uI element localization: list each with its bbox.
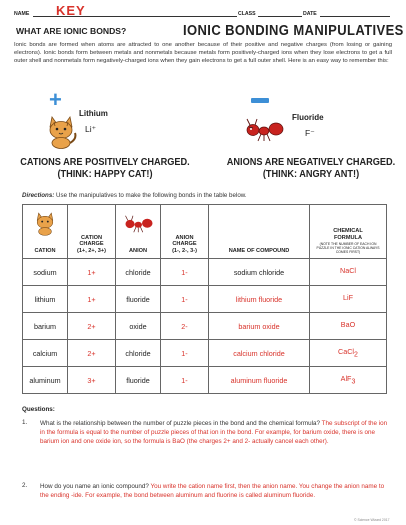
header-anion-charge-l3: (1-, 2-, 3-) xyxy=(172,247,197,254)
cell-compound: aluminum fluoride xyxy=(209,367,310,394)
cell-compound: sodium chloride xyxy=(209,259,310,286)
cation-symbol: Li⁺ xyxy=(85,124,97,134)
questions-label: Questions: xyxy=(22,406,55,413)
question-1-text: What is the relationship between the number of puzzle pieces in the bond and the chemical formula? xyxy=(40,420,321,427)
header-compound xyxy=(209,205,310,259)
subtitle: WHAT ARE IONIC BONDS? xyxy=(16,26,127,36)
anion-caption-line2: (THINK: ANGRY ANT!) xyxy=(262,168,360,180)
directions-label: Directions: xyxy=(22,192,55,199)
header-anion-charge-l2: CHARGE xyxy=(172,241,197,247)
formula-main: NaCl xyxy=(340,266,356,276)
table-row xyxy=(23,259,387,286)
header-cation-label: CATION xyxy=(34,247,56,254)
cell-anion: chloride xyxy=(116,259,161,286)
header-formula-l1: CHEMICAL xyxy=(333,228,363,234)
header-cation-charge-l2: CHARGE xyxy=(79,241,104,247)
header-cation-charge-l3: (1+, 2+, 3+) xyxy=(76,247,107,254)
formula-subscript: 2 xyxy=(354,351,358,359)
cell-formula xyxy=(310,259,387,286)
cell-compound: calcium chloride xyxy=(209,340,310,367)
ant-icon xyxy=(124,215,154,233)
cell-cation: calcium xyxy=(23,340,68,367)
cell-formula xyxy=(310,286,387,313)
class-line xyxy=(258,16,302,17)
table-row xyxy=(23,286,387,313)
cell-cation-charge: 2+ xyxy=(68,340,116,367)
directions-text: Use the manipulatives to make the following bonds in the table below. xyxy=(54,192,247,199)
cell-cation: barium xyxy=(23,313,68,340)
question-1-number: 1. xyxy=(22,419,28,426)
intro-paragraph: Ionic bonds are formed when atoms are attracted to one another because of their positive and negative charges (from losing or gaining electrons). Ionic bonds form between metals and nonmetals because metals form positively-charged ions when they lose electrons to get a full outer shell and nonmetals form negatively-charged ions when they gain electrons to get a full outer shell. Here is an easy way to remember this: xyxy=(14,42,392,65)
header-formula-l2: FORMULA xyxy=(334,234,362,241)
header-cation-charge xyxy=(68,205,116,259)
header-anion-charge-l1: ANION xyxy=(175,234,194,241)
header-anion xyxy=(116,205,161,259)
header-anion-label: ANION xyxy=(128,247,148,254)
header-formula xyxy=(310,205,387,259)
question-2-number: 2. xyxy=(22,482,28,489)
question-2-text: How do you name an ionic compound? xyxy=(40,483,149,490)
cell-cation-charge: 2+ xyxy=(68,313,116,340)
table-row xyxy=(23,367,387,394)
cell-formula xyxy=(310,313,387,340)
cell-anion-charge: 1- xyxy=(161,367,209,394)
ant-icon xyxy=(245,118,285,142)
anion-caption xyxy=(216,156,406,180)
cell-anion-charge: 1- xyxy=(161,286,209,313)
cation-caption xyxy=(10,156,200,180)
header-compound-label: NAME OF COMPOUND xyxy=(228,247,290,254)
formula-main: AlF xyxy=(340,374,352,384)
header-cation xyxy=(23,205,68,259)
formula-subscript: 3 xyxy=(351,378,356,386)
question-2 xyxy=(40,482,390,500)
cell-anion-charge: 2- xyxy=(161,313,209,340)
cell-anion-charge: 1- xyxy=(161,340,209,367)
cell-cation-charge: 3+ xyxy=(68,367,116,394)
header-formula-note: (NOTE THE NUMBER OF EACH ION PUZZLE IN THE IONIC CATION ALWAYS COMES FIRST) xyxy=(316,242,380,254)
plus-icon: + xyxy=(49,87,62,112)
copyright: © Science Wizard 2017 xyxy=(354,518,390,522)
cell-formula xyxy=(310,367,387,394)
cell-cation-charge: 1+ xyxy=(68,259,116,286)
header-anion-charge xyxy=(161,205,209,259)
cell-cation-charge: 1+ xyxy=(68,286,116,313)
cell-cation: sodium xyxy=(23,259,68,286)
formula-main: CaCl xyxy=(338,347,355,357)
header-cation-charge-l1: CATION xyxy=(80,234,103,241)
date-label: DATE xyxy=(303,11,317,17)
cell-anion: chloride xyxy=(116,340,161,367)
cell-anion: oxide xyxy=(116,313,161,340)
name-value: KEY xyxy=(56,3,86,18)
cell-compound: barium oxide xyxy=(209,313,310,340)
directions xyxy=(22,192,247,199)
cell-cation: aluminum xyxy=(23,367,68,394)
minus-icon xyxy=(251,98,269,103)
anion-caption-line1: ANIONS ARE NEGATIVELY CHARGED. xyxy=(226,156,396,167)
formula-main: LiF xyxy=(343,293,353,303)
cell-anion: fluoride xyxy=(116,286,161,313)
question-1 xyxy=(40,419,390,446)
cat-icon xyxy=(33,209,57,237)
cell-anion: fluoride xyxy=(116,367,161,394)
cell-formula xyxy=(310,340,387,367)
cell-cation: lithium xyxy=(23,286,68,313)
cation-caption-line1: CATIONS ARE POSITIVELY CHARGED. xyxy=(20,156,190,167)
cat-icon xyxy=(44,113,78,149)
cell-compound: lithium fluoride xyxy=(209,286,310,313)
cell-anion-charge: 1- xyxy=(161,259,209,286)
cation-caption-line2: (THINK: HAPPY CAT!) xyxy=(57,168,153,180)
table-row xyxy=(23,313,387,340)
question-2-answer: You write the cation name first, then the anion name. You change the anion name to the ending -ide. For example, the bond between aluminum and fluorine is called aluminum fluoride. xyxy=(40,483,385,499)
date-line xyxy=(320,16,390,17)
table-header-row xyxy=(23,205,387,259)
anion-symbol: F⁻ xyxy=(305,128,315,138)
cation-name: Lithium xyxy=(79,109,108,118)
bond-table xyxy=(22,204,387,394)
name-label: NAME xyxy=(14,11,30,17)
class-label: CLASS xyxy=(238,11,256,17)
table-row xyxy=(23,340,387,367)
formula-main: BaO xyxy=(340,320,356,330)
page-title: IONIC BONDING MANIPULATIVES xyxy=(183,21,404,39)
question-1-answer: The subscript of the ion in the formula is equal to the number of puzzle pieces of that ion in the bond. For example, for barium oxide, there is one barium ion and one oxide ion, so the formula is BaO (the charges 2+ and 2- actually cancel each other). xyxy=(40,420,388,445)
anion-name: Fluoride xyxy=(292,113,324,122)
